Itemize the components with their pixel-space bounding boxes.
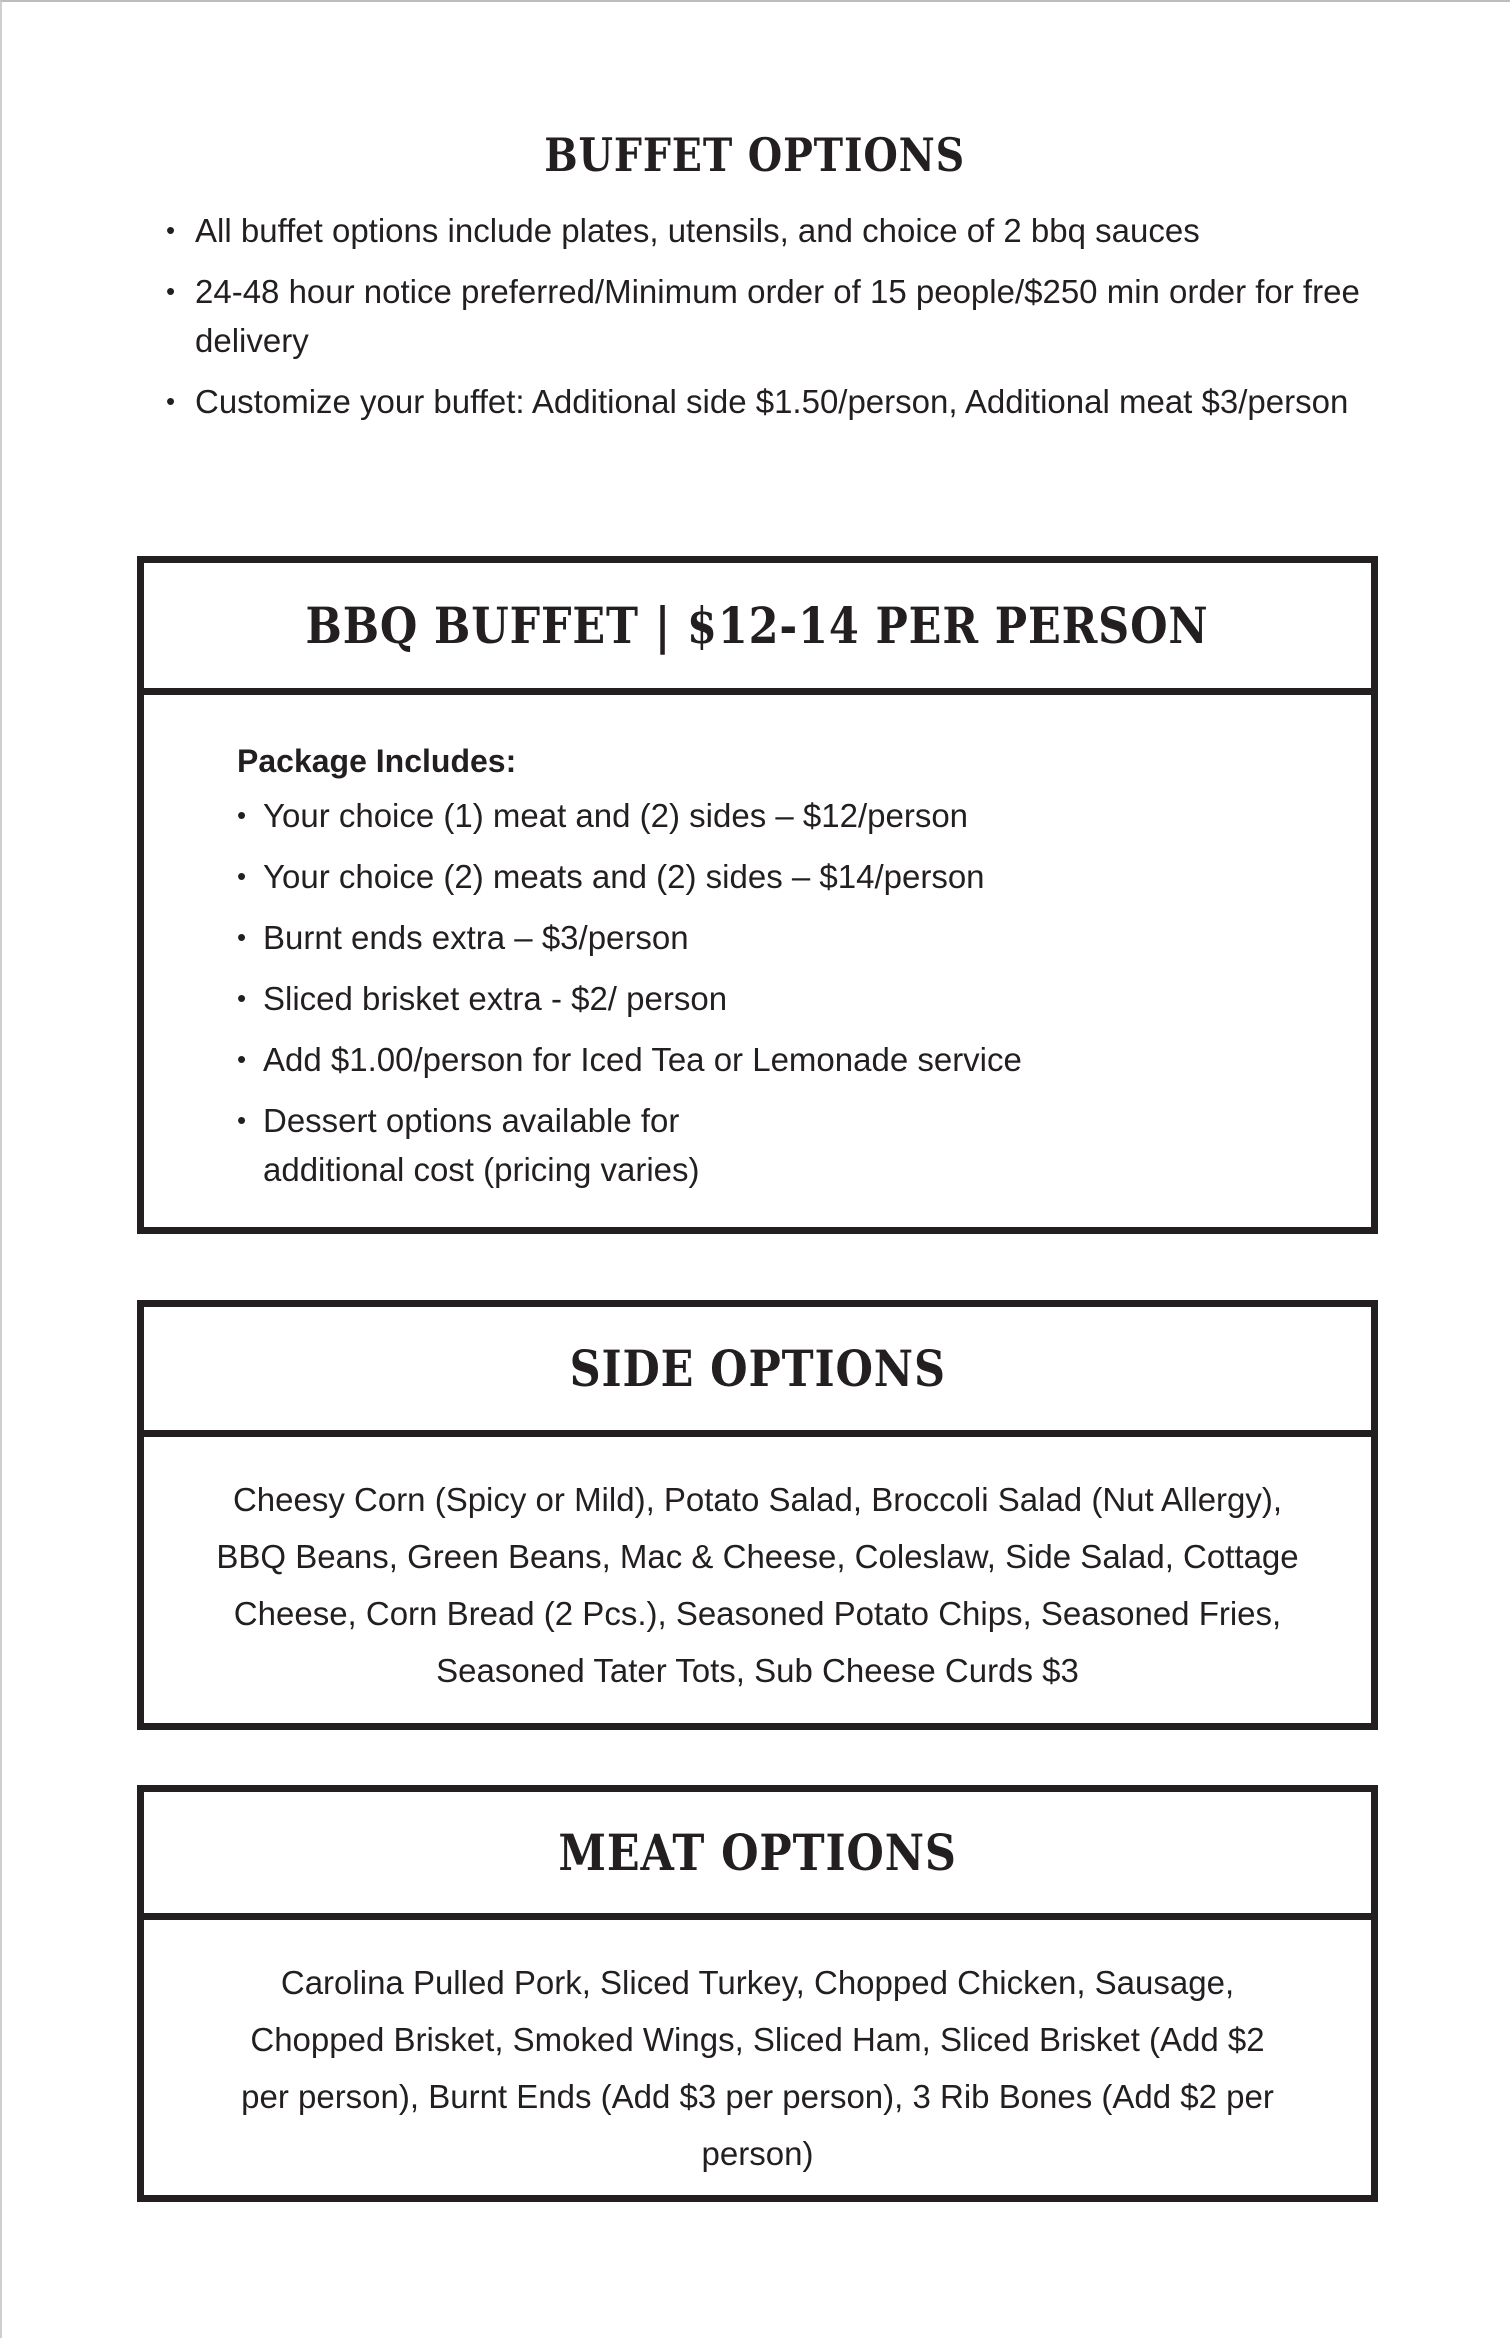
- list-item-text: Customize your buffet: Additional side $1.50/person, Additional meat $3/person: [195, 383, 1349, 420]
- bullet-icon: •: [166, 386, 176, 416]
- list-item: [237, 852, 1063, 901]
- meat-options-title: MEAT OPTIONS: [558, 1823, 957, 1882]
- list-item: [237, 1096, 823, 1194]
- bullet-icon: •: [237, 1105, 247, 1135]
- side-options-text: Cheesy Corn (Spicy or Mild), Potato Salad, Broccoli Salad (Nut Allergy), BBQ Beans, Green Beans, Mac & Cheese, Coleslaw, Side Salad, Cottage Cheese, Corn Bread (2 Pcs.), Seasoned Potato Chips, Seasoned Fries, Seasoned Tater Tots, Sub Cheese Curds $3: [216, 1481, 1299, 1689]
- meat-options-text: Carolina Pulled Pork, Sliced Turkey, Chopped Chicken, Sausage, Chopped Brisket, Smoked Wings, Sliced Ham, Sliced Brisket (Add $2 per person), Burnt Ends (Add $3 per person), 3 Rib Bones (Add $2 per person): [241, 1964, 1274, 2172]
- list-item-text: Burnt ends extra – $3/person: [263, 919, 689, 956]
- bullet-icon: •: [237, 983, 247, 1013]
- side-options-header: [144, 1307, 1371, 1437]
- meat-options-header: [144, 1792, 1371, 1920]
- list-item-text: All buffet options include plates, utensils, and choice of 2 bbq sauces: [195, 212, 1200, 249]
- list-item-text: Sliced brisket extra - $2/ person: [263, 980, 728, 1017]
- bbq-buffet-title: BBQ BUFFET | $12-14 PER PERSON: [305, 596, 1210, 655]
- list-item: [237, 974, 1063, 1023]
- list-item: [162, 267, 1392, 365]
- side-options-title: SIDE OPTIONS: [569, 1339, 946, 1398]
- meat-options-box: [137, 1785, 1378, 2202]
- bbq-buffet-body: [144, 695, 1371, 1194]
- bbq-buffet-header: [144, 563, 1371, 695]
- bullet-icon: •: [237, 800, 247, 830]
- list-item: [237, 791, 1063, 840]
- package-items-list: [237, 791, 1371, 1194]
- side-options-box: [137, 1300, 1378, 1730]
- buffet-options-title: BUFFET OPTIONS: [544, 128, 966, 182]
- bullet-icon: •: [237, 1044, 247, 1074]
- bullet-icon: •: [166, 215, 176, 245]
- list-item-text: Dessert options available for additional cost (pricing varies): [263, 1102, 700, 1188]
- list-item: [162, 377, 1392, 426]
- bullet-icon: •: [237, 922, 247, 952]
- list-item: [237, 1035, 1063, 1084]
- bullet-icon: •: [237, 861, 247, 891]
- package-includes-label: Package Includes:: [237, 743, 517, 779]
- buffet-options-list: [162, 206, 1392, 438]
- list-item-text: Your choice (2) meats and (2) sides – $14/person: [263, 858, 985, 895]
- bullet-icon: •: [166, 276, 176, 306]
- list-item: [162, 206, 1392, 255]
- buffet-options-section: [0, 128, 1510, 182]
- list-item-text: Add $1.00/person for Iced Tea or Lemonade service: [263, 1041, 1022, 1078]
- list-item: [237, 913, 1063, 962]
- bbq-buffet-box: [137, 556, 1378, 1234]
- list-item-text: 24-48 hour notice preferred/Minimum order of 15 people/$250 min order for free delivery: [195, 273, 1360, 359]
- list-item-text: Your choice (1) meat and (2) sides – $12/person: [263, 797, 969, 834]
